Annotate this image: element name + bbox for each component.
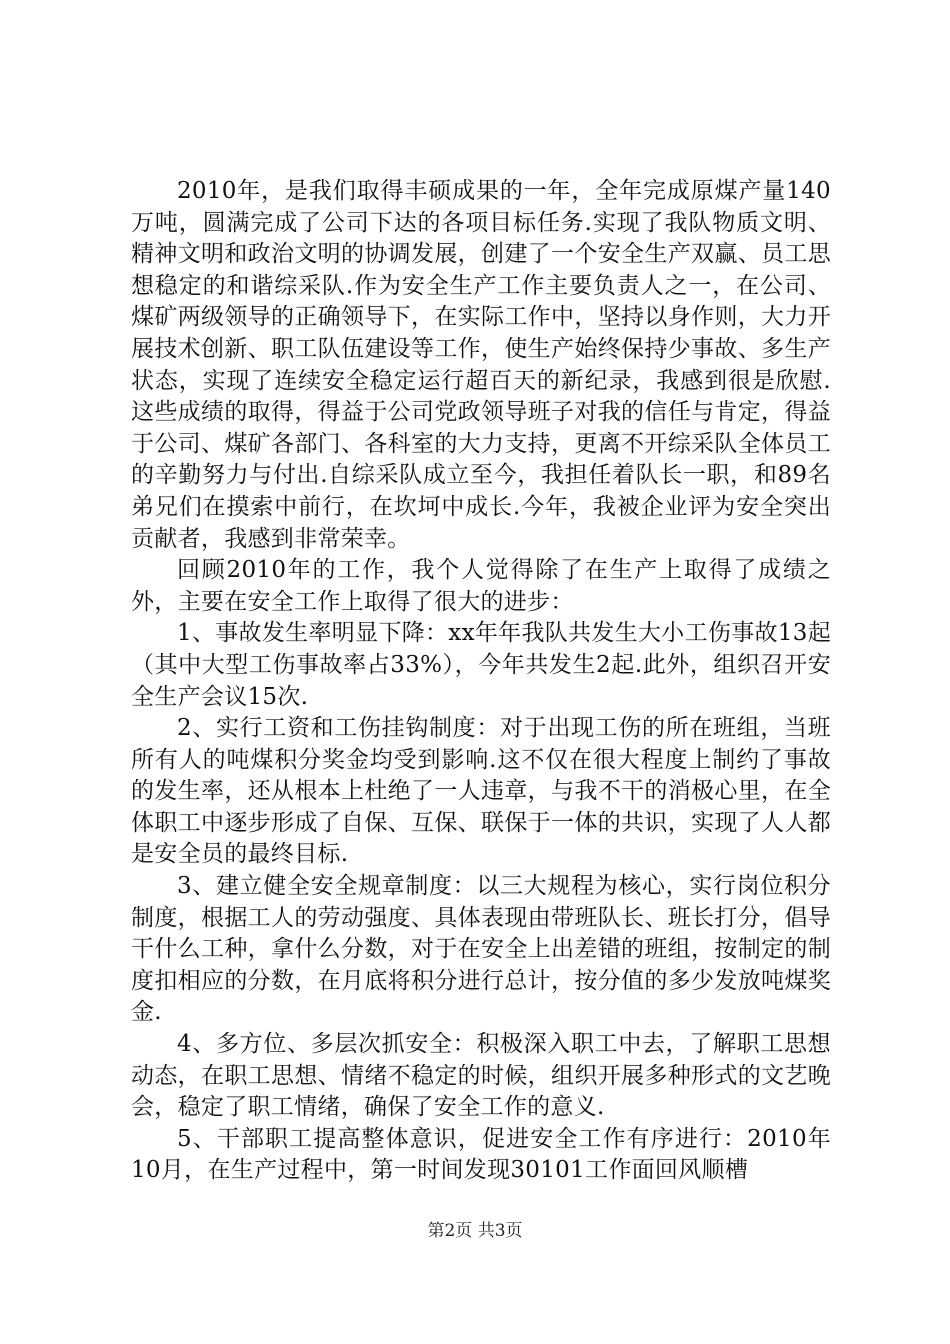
list-item-safety-rules: 3、建立健全安全规章制度：以三大规程为核心，实行岗位积分制度，根据工人的劳动强度、具体表现由带班队长、班长打分，倡导干什么工种，拿什么分数，对于在安全上出差错的班组，按制定的制度扣相应的分数，在月底将积分进行总计，按分值的多少发放吨煤奖金. bbox=[131, 873, 831, 1026]
list-item-wage-linkage: 2、实行工资和工伤挂钩制度：对于出现工伤的所在班组，当班所有人的吨煤积分奖金均受到影响.这不仅在很大程度上制约了事故的发生率，还从根本上杜绝了一人违章，与我不干的消极心里，在全体职工中逐步形成了自保、互保、联保于一体的共识，实现了人人都是安全员的最终目标. bbox=[131, 715, 831, 868]
paragraph-annual-summary: 2010年，是我们取得丰硕成果的一年，全年完成原煤产量140万吨，圆满完成了公司下达的各项目标任务.实现了我队物质文明、精神文明和政治文明的协调发展，创建了一个安全生产双赢、员工思想稳定的和谐综采队.作为安全生产工作主要负责人之一，在公司、煤矿两级领导的正确领导下，在实际工作中，坚持以身作则，大力开展技术创新、职工队伍建设等工作，使生产始终保持少事故、多生产状态，实现了连续安全稳定运行超百天的新纪录，我感到很是欣慰.这些成绩的取得，得益于公司党政领导班子对我的信任与肯定，得益于公司、煤矿各部门、各科室的大力支持，更离不开综采队全体员工的辛勤努力与付出.自综采队成立至今，我担任着队长一职，和89名弟兄们在摸索中前行，在坎坷中成长.今年，我被企业评为安全突出贡献者，我感到非常荣幸。 bbox=[131, 178, 831, 552]
list-item-multi-level-safety: 4、多方位、多层次抓安全：积极深入职工中去，了解职工思想动态，在职工思想、情绪不稳定的时候，组织开展多种形式的文艺晚会，稳定了职工情绪，确保了安全工作的意义. bbox=[131, 1031, 831, 1121]
list-item-overall-awareness: 5、干部职工提高整体意识，促进安全工作有序进行：2010年10月，在生产过程中，第一时间发现30101工作面回风顺槽 bbox=[131, 1125, 831, 1184]
document-body bbox=[131, 176, 831, 1187]
page-number-footer: 第2页 共3页 bbox=[427, 1221, 523, 1241]
paragraph-review-intro: 回顾2010年的工作，我个人觉得除了在生产上取得了成绩之外，主要在安全工作上取得了很大的进步： bbox=[131, 557, 831, 615]
list-item-accident-rate: 1、事故发生率明显下降：xx年年我队共发生大小工伤事故13起（其中大型工伤事故率占33%），今年共发生2起.此外，组织召开安全生产会议15次. bbox=[131, 620, 831, 710]
